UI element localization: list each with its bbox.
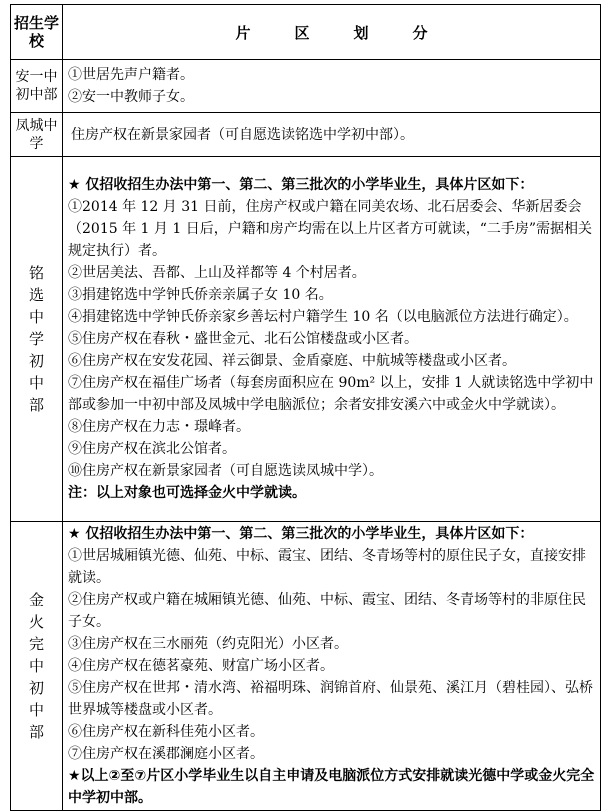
area-line: ②住房产权或户籍在城厢镇光德、仙苑、中标、霞宝、团结、冬青场等村的非原住民子女。 [68,592,586,630]
area-note: ★以上②至⑦片区小学毕业生以自主申请及电脑派位方式安排就读光德中学或金火完全中学初中部。 [68,768,595,806]
area-line: ⑥住房产权在新科佳苑小区者。 [68,724,264,740]
school-name: 金火完中初中部 [28,591,44,741]
area-line: ⑦住房产权在福佳广场者（每套房面积应在 90m² 以上，安排 1 人就读铭选中学初中部或参加一中初中部及凤城中学电脑派位；余者安排安溪六中或金火中学就读）。 [68,375,594,413]
area-line: ⑨住房产权在滨北公馆者。 [68,441,236,457]
area-intro: ★ 仅招收招生办法中第一、第二、第三批次的小学毕业生，具体片区如下： [68,526,534,542]
area-line: ①2014 年 12 月 31 日前，住房产权或户籍在同美农场、北石居委会、华新居委会（2015 年 1 月 1 日后，户籍和房产均需在以上片区者方可就读，“二手房”需据相关规定执行）者。 [68,199,593,259]
area-cell [63,522,601,811]
row-anyizhong [11,60,601,113]
area-line: ①世居先声户籍者。 [68,67,194,83]
area-line: 住房产权在新景家园者（可自愿选读铭选中学初中部）。 [71,126,414,143]
area-cell [63,157,601,522]
area-line: ⑦住房产权在溪郡澜庭小区者。 [68,746,264,762]
zoning-table [10,4,601,811]
area-note: 注：以上对象也可选择金火中学就读。 [68,485,306,501]
header-row [11,5,601,60]
area-cell [63,60,601,113]
area-line: ②安一中教师子女。 [68,89,194,105]
area-line: ③捐建铭选中学钟氏侨亲亲属子女 10 名。 [68,287,333,303]
area-line: ⑩住房产权在新景家园者（可自愿选读凤城中学）。 [68,463,383,479]
area-line: ①世居城厢镇光德、仙苑、中标、霞宝、团结、冬青场等村的原住民子女，直接安排就读。 [68,548,586,586]
area-cell [63,113,601,157]
school-name: 安一中初中部 [11,60,63,113]
area-line: ④捐建铭选中学钟氏侨亲家乡善坛村户籍学生 10 名（以电脑派位方法进行确定）。 [68,309,578,325]
area-line: ⑤住房产权在世邦・清水湾、裕福明珠、润锦首府、仙景苑、溪江月（碧桂园）、弘桥世界城等楼盘或小区者。 [68,680,593,718]
school-cell [11,522,63,811]
area-line: ⑥住房产权在安发花园、祥云御景、金盾豪庭、中航城等楼盘或小区者。 [68,353,516,369]
school-name: 铭选中学初中部 [28,264,44,414]
school-cell [11,157,63,522]
row-jinhuo [11,522,601,811]
area-intro: ★ 仅招收招生办法中第一、第二、第三批次的小学毕业生，具体片区如下： [68,177,534,193]
row-fengcheng [11,113,601,157]
header-school: 招生学校 [11,5,63,60]
area-line: ⑤住房产权在春秋・盛世金元、北石公馆楼盘或小区者。 [68,331,418,347]
area-line: ③住房产权在三水丽苑（约克阳光）小区者。 [68,636,348,652]
area-line: ⑧住房产权在力志・璟峰者。 [68,419,250,435]
header-area: 片区划分 [63,5,601,60]
school-name: 凤城中学 [11,113,63,157]
row-mingxuan [11,157,601,522]
area-line: ②世居美法、吾都、上山及祥都等 4 个村居者。 [68,265,366,281]
area-line: ④住房产权在德茗豪苑、财富广场小区者。 [68,658,334,674]
